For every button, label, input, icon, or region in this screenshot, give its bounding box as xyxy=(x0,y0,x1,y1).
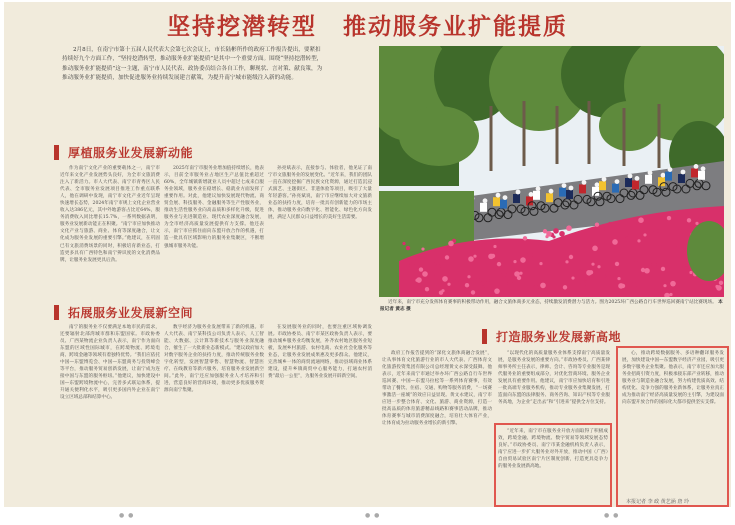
flower-blossom xyxy=(631,282,637,288)
flower-blossom xyxy=(494,288,500,294)
flower-blossom xyxy=(597,265,600,268)
flower-blossom xyxy=(599,226,605,232)
flower-blossom xyxy=(615,262,619,266)
section-heading-2 xyxy=(54,302,193,322)
flower-blossom xyxy=(402,242,405,245)
flower-blossom xyxy=(484,284,488,288)
lead-paragraph: 2月8日，在南宁市第十五届人民代表大会第七次会议上，市长陆彬所作的政府工作报告提出，要紧扣持续好九个方面工作，“坚持挖潜转型，推动服务业扩能提质”是其中一个重要方面。围绕“坚持挖潜转型，推动服务业扩能提质”这一主题，南宁市人民代表、政协委员结合各自工作，聊现状、言对策、献良策，为推动服务业扩能提质，加快促进服务业持续发展建言献策，为提升南宁城市能级注入新的动能。 xyxy=(62,47,323,82)
flower-blossom xyxy=(523,236,527,240)
flower-blossom xyxy=(559,231,565,237)
flower-blossom xyxy=(409,263,415,269)
flower-blossom xyxy=(676,244,679,247)
flower-blossom xyxy=(471,290,475,294)
flower-blossom xyxy=(510,289,514,293)
flower-blossom xyxy=(558,262,561,265)
photo-caption xyxy=(380,299,724,321)
flower-blossom xyxy=(493,245,496,248)
flower-blossom xyxy=(654,289,658,293)
section-heading-3-text: 打造服务业发展新高地 xyxy=(496,329,622,344)
highlight-box-2 xyxy=(616,346,729,507)
flower-blossom xyxy=(589,270,593,274)
flower-blossom xyxy=(576,251,580,255)
page-nav-dots-right: ● ● xyxy=(604,512,620,519)
photo-illustration xyxy=(379,46,724,297)
flower-blossom xyxy=(630,224,633,227)
article-column-b2: 数字经济为服务业发展带来了新的机遇。市人大代表、南宁某科技公司负责人表示，人工智能、大数据、云计算等新技术与服务业深度融合，催生了一大批新业态新模式。“建议政府加大对数字服务企业的扶持力度，推动传统服务业数字化转型，发展智慧零售、智慧物流、智慧医疗、在线教育等新兴服务，培育服务业发展新空间。”此外，南宁还应加强服务业人才培养和引进，营造良好的营商环境，推动更多优质服务资源向南宁集聚。 xyxy=(164,325,264,394)
flower-blossom xyxy=(533,285,539,291)
flower-blossom xyxy=(460,277,463,280)
cycling-race-photo xyxy=(379,46,724,297)
flower-blossom xyxy=(540,283,546,289)
flower-blossom xyxy=(697,217,703,223)
flower-blossom xyxy=(669,293,672,296)
flower-blossom xyxy=(526,270,529,273)
flower-blossom xyxy=(719,281,723,285)
flower-blossom xyxy=(475,278,481,284)
flower-blossom xyxy=(445,255,449,259)
flower-blossom xyxy=(421,247,424,250)
flower-blossom xyxy=(425,287,429,291)
flower-blossom xyxy=(592,246,598,252)
flower-blossom xyxy=(556,284,560,288)
section-marker xyxy=(54,145,59,160)
article-column-a3: 孙亮斌表示，直接参与、体验者，他见证了南宁市文旅服务业的发展变化。“近年来，我们的团队一直在深度挖掘广西民族文化资源，通过打造沉浸式演艺、主题街区、非遗体验等项目，吸引了大量年轻游客。”孙亮斌说，南宁市应继续加大对文旅新业态的扶持力度，培育一批具有创新能力的市场主体，推动服务业向数字化、智能化、绿色化方向发展，满足人民群众日益增长的美好生活需要。 xyxy=(268,166,372,221)
flower-blossom xyxy=(458,281,462,285)
flower-blossom xyxy=(434,273,437,276)
article-column-c3: “近年来，南宁市在服务业开放方面取得了积极成效，跨境金融、跨境物流、数字贸易等领域发展态势良好。”市政协委员、南宁市某金融机构负责人表示，南宁应进一步扩大服务业对外开放，推动中国（广西）自由贸易试验区南宁片区制度创新，打造更具竞争力的服务业发展新高地。 xyxy=(498,429,608,470)
flower-blossom xyxy=(667,216,671,220)
flower-blossom xyxy=(608,222,612,226)
flower-blossom xyxy=(628,234,632,238)
flower-blossom xyxy=(656,229,659,232)
flower-blossom xyxy=(504,241,508,245)
flower-blossom xyxy=(520,257,526,263)
flower-blossom xyxy=(605,271,611,277)
flower-blossom xyxy=(563,285,567,289)
flower-blossom xyxy=(513,260,516,263)
flower-blossom xyxy=(478,248,482,252)
flower-blossom xyxy=(571,276,574,279)
flower-blossom xyxy=(582,282,586,286)
flower-blossom xyxy=(644,268,650,274)
flower-blossom xyxy=(497,262,501,266)
flower-blossom xyxy=(553,228,559,234)
section-marker xyxy=(482,329,487,344)
flower-blossom xyxy=(651,262,657,268)
flower-blossom xyxy=(624,233,627,236)
flower-blossom xyxy=(435,264,441,270)
flower-blossom xyxy=(695,222,698,225)
section-heading-1-text: 厚植服务业发展新动能 xyxy=(68,145,194,160)
photo-caption-text: 近年来，南宁市充分发挥体育赛事的积极带动作用，融合文旅体商多元业态，持续激发消费潜力与活力。图为2025环广西公路自行车世界巡回赛南宁站比赛现场。 xyxy=(388,300,717,305)
flower-blossom xyxy=(565,260,568,263)
article-column-a1: 作为南宁文化产业的重要载体之一，南宁市近年来文化产业发展势头良好，为全市文旅消费注入了新活力。市人大代表、南宁市青秀区人民代表、全市服务业发展项目推进工作重点联系人，他在调研中发现，南宁市文化产业近年呈现快速增长态势，2024年南宁市规上文化企业营业收入达386亿元，其中外地游客占比近64%，服务消费收入同比增长15.7%，一系列数据表明，服务业发展新动能正在积聚。“南宁市应加快推动文化产业与旅游、商业、体育等深度融合，让文化成为服务业发展的重要引擎。”他建议，在巩固已有文旅消费场景的同时，积极培育新业态，打造更多具有广西特色和南宁辨识度的文化消费品牌，让服务业发展更具后劲。 xyxy=(60,166,160,263)
article-column-b3: 在发展服务业的同时，也要注重区域协调发展。市政协委员、南宁市某区政协负责人表示，要推动城乡服务业均衡发展，补齐农村地区服务业短板，发展乡村旅游、农村电商、农业社会化服务等业态，让服务业发展成果惠及更多群众。他建议，完善城乡一体的商贸流通网络，推动县域商业体系建设，提升乡镇商贸中心服务能力，打通农村消费“最后一公里”，为服务业发展开辟新空间。 xyxy=(268,325,372,380)
flower-blossom xyxy=(677,229,683,235)
flower-blossom xyxy=(680,291,684,295)
flower-blossom xyxy=(501,272,507,278)
flower-blossom xyxy=(532,261,535,264)
page-nav-dots-center: ● ● xyxy=(365,512,381,519)
article-column-c1: 政府工作报告提到的“深化文旅体商融合发展”，让从事体育文化旅游行业的市人大代表、广西体育文化旅游投资集团有限公司总经理黄文永深受鼓舞。他表示，近年来南宁市通过举办环广西公路自行车世界巡回赛、中国—东盟马拉松等一系列体育赛事，有效带动了餐饮、住宿、交通、购物等服务消费，“一场赛事激活一座城”的效应日益显现。黄文永建议，南宁市应进一步整合体育、文化、旅游、商业资源，打造一批高品质的体育旅游精品线路和赛事活动品牌，推动体育赛事与城市消费深度融合，培育壮大体育产业，让体育成为拉动服务业增长的新引擎。 xyxy=(382,351,492,427)
flower-blossom xyxy=(480,269,483,272)
flower-blossom xyxy=(416,277,422,283)
flower-blossom xyxy=(517,276,521,280)
flower-blossom xyxy=(595,223,599,227)
article-column-b1: 南宁的服务业不仅要满足本地市民的需求，还要辐射北部湾城市群和东盟国家。市政协委员、广西某物流企业负责人表示，南宁作为面向东盟的区域性国际城市，在跨境物流、跨境电商、跨境金融等领域有着独特优势。“我们应依托中国—东盟博览会、中国—东盟商务与投资峰会等平台，推动服务贸易创新发展，让南宁成为连接中国与东盟的服务枢纽。”他建议，加快建设中国—东盟跨境物流中心，完善多式联运体系，提升通关便利化水平，吸引更多国内外企业在南宁设立区域总部和结算中心。 xyxy=(60,325,160,401)
article-column-c4: 心，推动跨境数据服务、多语种翻译服务发展，加快建设中国—东盟数字经济产业园，吸引更多数字服务企业集聚。他表示，南宁市还应加大服务业招商引资力度，积极承接东部产业转移，推动服务业与制造业融合发展，努力构建优质高效、结构优化、竞争力强的服务业新体系，让服务业真正成为推动南宁经济高质量发展的主引擎，为建设面向东盟开放合作的国际化大都市提供坚实支撑。 xyxy=(622,351,724,406)
flower-blossom xyxy=(546,231,552,237)
flower-blossom xyxy=(441,289,444,292)
flower-blossom xyxy=(403,275,409,281)
flower-blossom xyxy=(552,235,555,238)
flower-blossom xyxy=(687,218,691,222)
flower-blossom xyxy=(506,266,509,269)
flower-blossom xyxy=(486,279,489,282)
flower-blossom xyxy=(634,258,638,262)
flower-blossom xyxy=(406,246,410,250)
flower-blossom xyxy=(569,255,573,259)
flower-blossom xyxy=(467,275,470,278)
flower-blossom xyxy=(643,233,646,236)
flower-blossom xyxy=(584,277,587,280)
flower-blossom xyxy=(604,240,607,243)
flower-blossom xyxy=(617,277,620,280)
flower-blossom xyxy=(621,284,625,288)
flower-blossom xyxy=(465,283,469,287)
flower-blossom xyxy=(491,254,495,258)
flower-blossom xyxy=(682,264,685,267)
flower-blossom xyxy=(539,262,542,265)
flower-blossom xyxy=(578,269,581,272)
flower-blossom xyxy=(448,241,454,247)
flower-blossom xyxy=(650,230,653,233)
flower-blossom xyxy=(661,267,665,271)
flower-blossom xyxy=(612,239,618,245)
flower-blossom xyxy=(519,272,522,275)
flower-blossom xyxy=(473,255,476,258)
flower-blossom xyxy=(419,267,423,271)
flower-blossom xyxy=(674,250,678,254)
page-headline xyxy=(4,8,731,41)
flower-blossom xyxy=(412,257,416,261)
flower-blossom xyxy=(468,256,474,262)
flower-blossom xyxy=(447,283,450,286)
flower-blossom xyxy=(591,263,594,266)
section-heading-3 xyxy=(482,326,621,346)
flower-blossom xyxy=(507,281,513,287)
article-column-a2: 2025年南宁市服务业增加值持续增长，他表示，目前全市服务业占地区生产总值比重超过60%，全年城镇新增就业人员中超过七成来自服务业领域，服务业在稳增长、稳就业方面发挥了重要作用。对此，他建议加快发展现代物流、商贸会展、科技服务、金融服务等生产性服务业，推动生活性服务业向高品质和多样化升级，促进服务业与先进制造业、现代农业深度融合发展，为全市经济高质量发展提供有力支撑。他还表示，南宁市应抓住面向东盟开放合作的机遇，打造一批具有区域影响力的服务业集聚区，不断增强城市服务功能。 xyxy=(164,166,264,249)
photo-credit: 本报记者 黄志 摄 xyxy=(380,300,723,312)
headline-part-1: 坚持挖潜转型 xyxy=(167,14,317,40)
flower-blossom xyxy=(637,239,640,242)
flower-blossom xyxy=(702,285,705,288)
page-nav-dots-left: ● ● xyxy=(119,512,135,519)
flower-blossom xyxy=(716,285,722,291)
flower-blossom xyxy=(429,258,435,264)
flower-blossom xyxy=(454,263,457,266)
flower-blossom xyxy=(566,225,572,231)
flower-blossom xyxy=(689,271,692,274)
flower-blossom xyxy=(663,284,666,287)
flower-blossom xyxy=(670,281,676,287)
highlight-box-1 xyxy=(494,423,612,507)
flower-blossom xyxy=(422,271,428,277)
section-heading-2-text: 拓展服务业发展新空间 xyxy=(68,305,194,320)
section-heading-1 xyxy=(54,142,193,162)
newspaper-page xyxy=(4,2,731,507)
headline-part-2: 推动服务业扩能提质 xyxy=(343,14,568,40)
section-marker xyxy=(54,305,59,320)
flower-blossom xyxy=(442,276,448,282)
byline: 本报记者 李 政 黄艺涵 唐 玲 xyxy=(626,499,689,505)
article-column-c2: “以现代化的高质量服务业体系支撑南宁高质量发展，是服务业发展的重要方向。”市政协委员、广西某律师事务所主任表示，律师、会计、咨询等专业服务是现代服务业的重要组成部分，对优化营商环境、服务企业发展具有重要作用。他建议，南宁市应加快培育和引进一批高端专业服务机构，推动专业服务业集聚发展，打造面向东盟的法律服务、商务咨询、知识产权等专业服务高地，为企业“走出去”和“引进来”提供全方位支持。 xyxy=(498,351,610,406)
flower-blossom xyxy=(657,241,663,247)
flower-blossom xyxy=(527,252,533,258)
flower-blossom xyxy=(638,217,644,223)
flower-blossom xyxy=(455,275,461,281)
